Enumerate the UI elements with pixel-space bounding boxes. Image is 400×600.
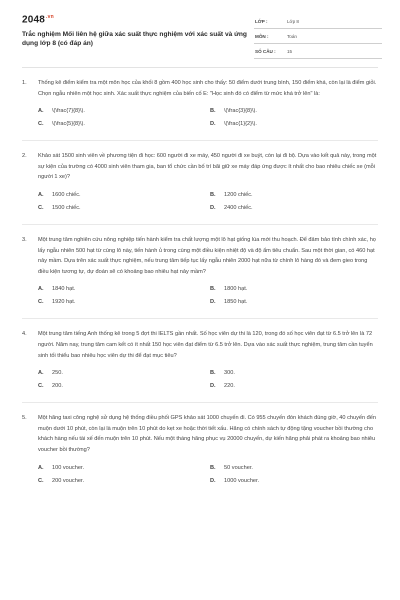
option-key: B. (210, 191, 216, 198)
option-text: 250. (52, 370, 63, 377)
question-divider (22, 402, 378, 403)
question-divider (22, 224, 378, 225)
question-number: 3. (22, 236, 27, 243)
meta-row-class (254, 14, 382, 29)
option-d[interactable] (210, 475, 382, 488)
option-text: 1800 hạt. (224, 286, 248, 293)
option-b[interactable] (210, 462, 382, 475)
option-text: \(\frac{1}{2}\). (224, 121, 257, 128)
question-text (22, 235, 378, 277)
option-key: D. (210, 477, 216, 484)
option-a[interactable] (38, 105, 210, 118)
question-number: 4. (22, 331, 27, 338)
option-text: 200 voucher. (52, 477, 85, 484)
option-text: 100 voucher. (52, 464, 85, 471)
option-text: \(\frac{3}{8}\). (224, 108, 257, 115)
option-b[interactable] (210, 283, 382, 296)
meta-value: 15 (287, 48, 293, 54)
option-key: A. (38, 370, 44, 377)
option-key: A. (38, 108, 44, 115)
meta-key: MÔN : (255, 33, 269, 39)
logo-main-text: 2048 (22, 14, 46, 26)
option-text: 300. (224, 370, 235, 377)
answer-options (22, 283, 378, 309)
option-key: A. (38, 464, 44, 471)
meta-key: LỚP : (255, 18, 268, 24)
question-number: 2. (22, 153, 27, 160)
option-text: 1920 hạt. (52, 299, 76, 306)
option-key: B. (210, 464, 216, 471)
option-a[interactable] (38, 283, 210, 296)
option-c[interactable] (38, 296, 210, 309)
option-key: A. (38, 286, 44, 293)
question-5 (22, 413, 378, 487)
question-text (22, 413, 378, 455)
answer-options (22, 367, 378, 393)
option-d[interactable] (210, 296, 382, 309)
option-text: 1500 chiếc. (52, 204, 81, 211)
option-key: D. (210, 121, 216, 128)
question-body: Một trung tâm nghiên cứu nông nghiệp tiến hành kiểm tra chất lượng một lô hạt giống lúa mới thu hoạch. Để đảm bảo tính chính xác, họ lấy ngẫu nhiên 500 hạt từ cùng lô này, tiến hành ủ trong cùng một điều kiện nhiệt độ và độ ẩm tiêu chuẩn. Sau một thời gian, có 460 hạt nảy mầm. Dựa trên xác suất thực nghiệm, nếu trung tâm tiếp tục lấy ngẫu nhiên 2000 hạt nữa từ chính lô hàng đó và đem gieo trong điều kiện tương tự, dự đoán sẽ có khoảng bao nhiêu hạt nảy mầm? (38, 236, 376, 275)
answer-options (22, 462, 378, 488)
option-text: \(\frac{7}{8}\). (52, 108, 85, 115)
meta-row-question-count (254, 44, 382, 59)
option-text: 200. (52, 383, 63, 390)
site-logo[interactable] (22, 14, 54, 25)
question-1 (22, 78, 378, 131)
question-number: 5. (22, 415, 27, 422)
option-b[interactable] (210, 105, 382, 118)
question-list (22, 78, 378, 488)
option-text: 220. (224, 383, 235, 390)
option-text: \(\frac{5}{8}\). (52, 121, 85, 128)
option-d[interactable] (210, 202, 382, 215)
option-key: D. (210, 299, 216, 306)
document-header (22, 14, 382, 60)
answer-options (22, 105, 378, 131)
question-4 (22, 329, 378, 393)
option-a[interactable] (38, 462, 210, 475)
option-key: B. (210, 286, 216, 293)
option-key: C. (38, 477, 44, 484)
option-key: B. (210, 370, 216, 377)
option-key: C. (38, 204, 44, 211)
question-number: 1. (22, 80, 27, 86)
question-divider (22, 140, 378, 141)
option-key: C. (38, 121, 44, 128)
option-text: 1840 hạt. (52, 286, 76, 293)
option-b[interactable] (210, 367, 382, 380)
answer-options (22, 189, 378, 215)
question-text (22, 78, 378, 99)
question-2 (22, 151, 378, 215)
option-b[interactable] (210, 189, 382, 202)
option-a[interactable] (38, 189, 210, 202)
option-text: 1000 voucher. (224, 477, 260, 484)
option-key: C. (38, 383, 44, 390)
document-meta (254, 14, 382, 59)
option-key: B. (210, 108, 216, 115)
meta-value: Lớp 8 (287, 18, 299, 24)
option-text: 1200 chiếc. (224, 191, 253, 198)
header-divider (22, 67, 378, 68)
document-title: Trắc nghiệm Mối liên hệ giữa xác suất thực nghiệm với xác suất và ứng dụng lớp 8 (có đáp án) (22, 31, 247, 47)
question-3 (22, 235, 378, 309)
option-c[interactable] (38, 202, 210, 215)
question-divider (22, 318, 378, 319)
option-key: A. (38, 191, 44, 198)
option-key: C. (38, 299, 44, 306)
meta-value: Toán (287, 33, 297, 39)
option-key: D. (210, 383, 216, 390)
logo-domain-text: .vn (46, 14, 54, 20)
option-text: 1600 chiếc. (52, 191, 81, 198)
option-c[interactable] (38, 475, 210, 488)
question-body: Một hãng taxi công nghệ sử dụng hệ thống điều phối GPS khảo sát 1000 chuyến đi. Có 955 chuyến đón khách đúng giờ, 40 chuyến đến muộn dưới 10 phút, còn lại là muộn trên 10 phút do kẹt xe hoặc thời tiết xấu. Hãng có chính sách tự động tặng voucher bồi thường cho khách hàng nếu tài xế đến muộn trên 10 phút. Nếu một tháng hãng phục vụ 20000 chuyến, dự kiến hãng phải phát ra khoảng bao nhiêu voucher bồi thường? (38, 415, 376, 453)
option-c[interactable] (38, 118, 210, 131)
option-text: 50 voucher. (224, 464, 253, 471)
meta-key: SỐ CÂU : (255, 48, 276, 54)
option-c[interactable] (38, 380, 210, 393)
question-body: Khảo sát 1500 sinh viên về phương tiện đi học: 600 người đi xe máy, 450 người đi xe buýt, còn lại đi bộ. Dựa vào kết quả này, trong một sự kiện của trường có 4000 sinh viên tham gia, ban tổ chức cần bố trí bãi giữ xe máy đáp ứng được ít nhất cho bao nhiêu chiếc xe (mỗi người 1 xe)? (38, 153, 377, 181)
question-body: Thống kê điểm kiểm tra một môn học của khối 8 gồm 400 học sinh cho thấy: 50 điểm dưới trung bình, 150 điểm khá, còn lại là điểm giỏi. Chọn ngẫu nhiên một học sinh. Xác suất thực nghiệm của biến cố E: "Học sinh đó có điểm từ mức khá trở lên" là: (38, 80, 377, 97)
option-key: D. (210, 204, 216, 211)
question-text (22, 329, 378, 361)
meta-row-subject (254, 29, 382, 44)
option-d[interactable] (210, 380, 382, 393)
question-text (22, 151, 378, 183)
option-text: 1850 hạt. (224, 299, 248, 306)
option-d[interactable] (210, 118, 382, 131)
option-a[interactable] (38, 367, 210, 380)
option-text: 2400 chiếc. (224, 204, 253, 211)
question-body: Một trung tâm tiếng Anh thống kê trong 5 đợt thi IELTS gần nhất. Số học viên dự thi là 120, trong đó số học viên đạt từ 6.5 trở lên là 72 người. Năm nay, trung tâm cam kết có ít nhất 150 học viên đạt điểm từ 6.5 trở lên. Dựa vào xác suất thực nghiệm, trung tâm cần tuyển sinh tối thiểu bao nhiêu học viên dự thi để đạt mục tiêu? (38, 331, 373, 359)
